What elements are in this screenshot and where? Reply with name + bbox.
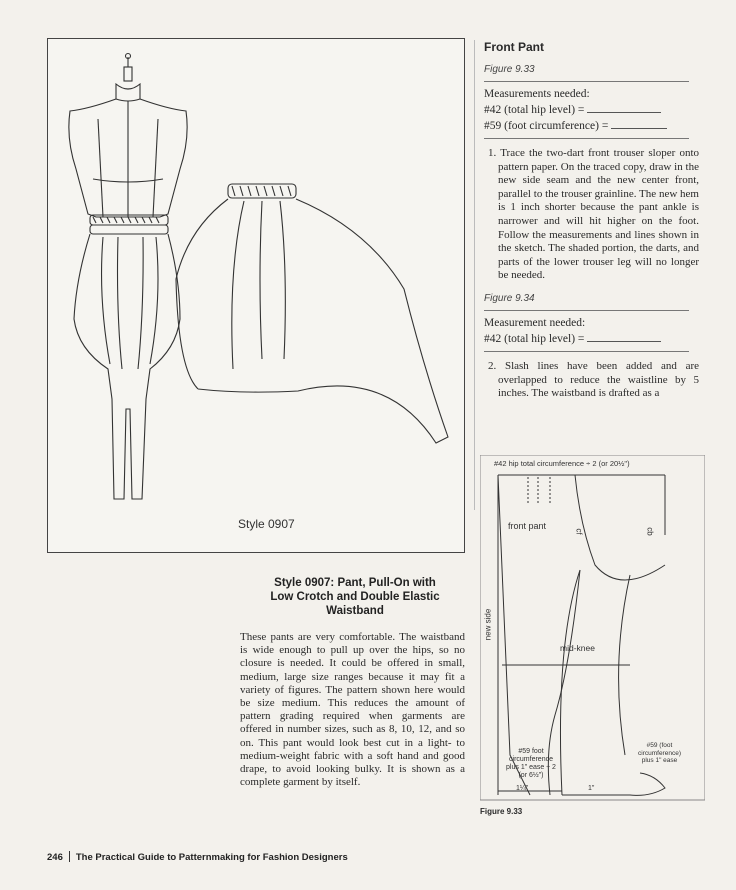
measurement-row bbox=[484, 118, 699, 134]
garment-illustration bbox=[47, 38, 465, 553]
right-dimension-label: 1" bbox=[588, 785, 595, 792]
measurement-heading: Measurement needed: bbox=[484, 316, 586, 329]
measurement-row bbox=[484, 331, 699, 347]
footer-separator bbox=[69, 851, 70, 862]
style-label: Style 0907 bbox=[238, 517, 295, 531]
section-title: Front Pant bbox=[484, 40, 544, 54]
measurement-blank bbox=[587, 331, 661, 342]
foot-circumference-left-label: #59 foot circumference plus 1" ease ÷ 2 (or 6½") bbox=[506, 748, 556, 779]
page-footer bbox=[47, 851, 348, 863]
measurements-heading: Measurements needed: bbox=[484, 88, 590, 100]
foot-circumference-right-label: #59 (foot circumference) plus 1" ease bbox=[638, 742, 681, 764]
body-text: These pants are very comfortable. The waistband is wide enough to pull up over the hips, so no closure is needed. It could be offered in small, medium, large size ranges because it may fit a variety of figures. The pattern shown here would be size medium. This reduces the amount of pattern grading required when garments are offered in number sizes, such as 8, 10, 12, and so on. This pant would look best cut in a light- to medium-weight fabric with a soft hand and good drape, to avoid looking bulky. It is shown as a complete garment by itself. bbox=[240, 631, 465, 789]
cb-label: cb bbox=[645, 527, 655, 536]
step-1: 1. Trace the two-dart front trouser sloper onto pattern paper. On the traced copy, draw in the new side seam and the new center front, parallel to the trouser grainline. The new hem is 1 inch shorter because the pant ankle is narrower and will hit higher on the foot. Follow the measurements and lines shown in the sketch. The shaded portion, the darts, and parts of the lower trouser leg will no longer be needed. bbox=[488, 147, 699, 282]
figure-label: Figure 9.33 bbox=[484, 64, 535, 75]
measurement-label: #59 (foot circumference) = bbox=[484, 120, 609, 132]
divider bbox=[484, 310, 689, 311]
measurement-label: #42 (total hip level) = bbox=[484, 332, 585, 345]
measurement-row bbox=[484, 102, 699, 118]
diagram-figure-caption: Figure 9.33 bbox=[480, 807, 523, 816]
page-number: 246 bbox=[47, 852, 63, 863]
hip-measurement-label: #42 hip total circumference ÷ 2 (or 20½") bbox=[494, 459, 630, 468]
mid-knee-label: mid-knee bbox=[560, 643, 595, 653]
divider bbox=[484, 351, 689, 352]
front-pant-label: front pant bbox=[508, 521, 547, 531]
cf-label: cf bbox=[574, 528, 584, 535]
figure-label: Figure 9.34 bbox=[484, 292, 535, 304]
step-2: 2. Slash lines have been added and are overlapped to reduce the waistline by 5 inches. The waistband is drafted as a bbox=[488, 359, 699, 400]
style-caption: Style 0907: Pant, Pull-On with Low Crotch and Double Elastic Waistband bbox=[270, 577, 440, 617]
pant-sketch bbox=[48, 39, 464, 552]
measurement-blank bbox=[587, 102, 661, 113]
measurement-label: #42 (total hip level) = bbox=[484, 104, 585, 116]
pattern-diagram bbox=[480, 455, 705, 817]
divider bbox=[484, 81, 689, 82]
divider bbox=[484, 138, 689, 139]
measurement-blank bbox=[611, 118, 667, 129]
column-divider bbox=[474, 40, 475, 510]
left-dimension-label: 1¼" bbox=[516, 785, 529, 792]
new-side-label: new side bbox=[483, 608, 493, 641]
book-title: The Practical Guide to Patternmaking for Fashion Designers bbox=[75, 852, 348, 863]
right-column bbox=[484, 40, 699, 401]
